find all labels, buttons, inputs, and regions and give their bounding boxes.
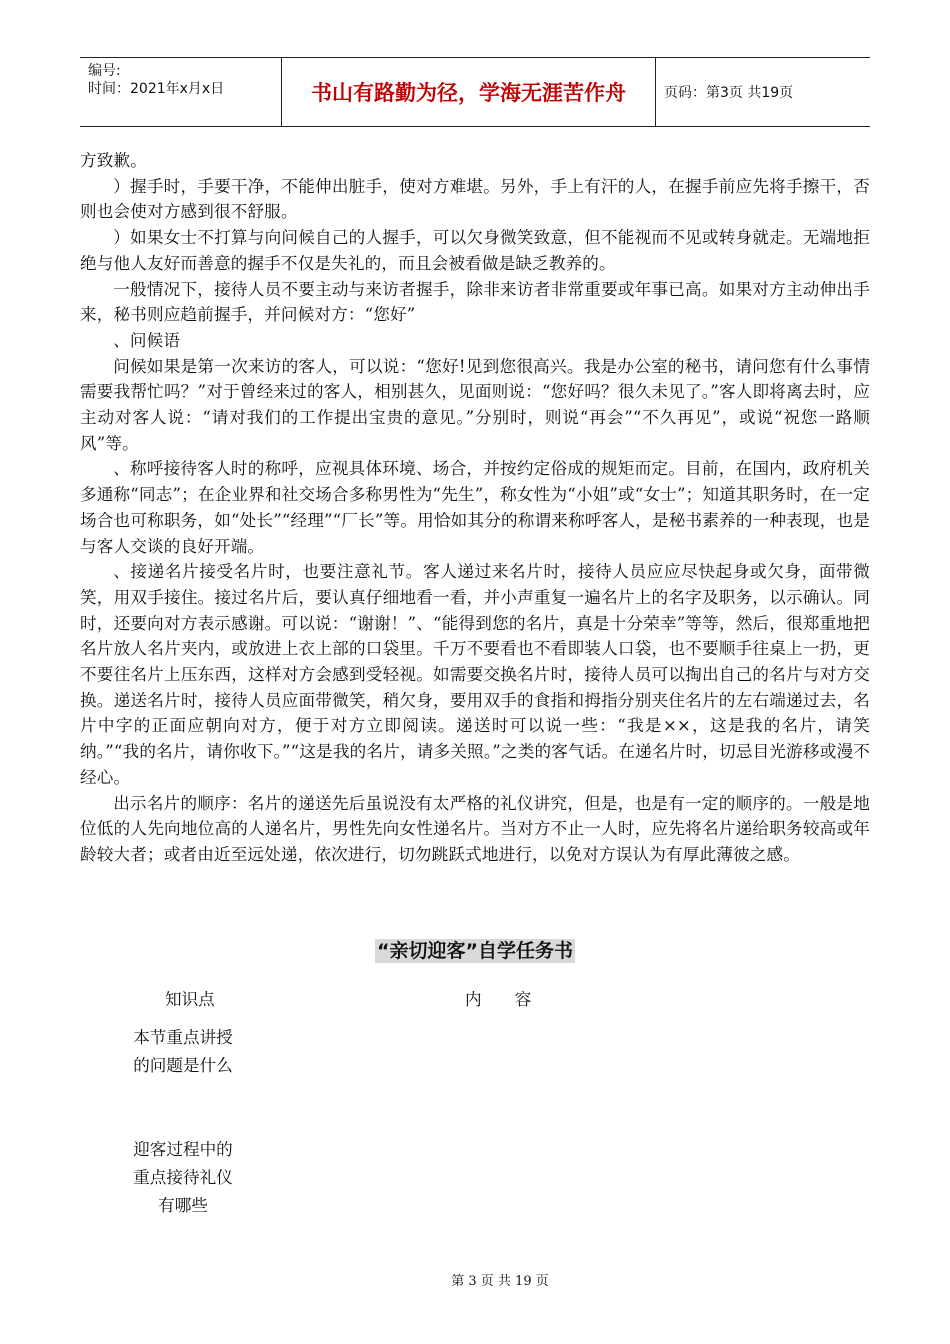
paragraph: 一般情况下，接待人员不要主动与来访者握手，除非来访者非常重要或年事已高。如果对方主动伸出手来，秘书则应趋前握手，并问候对方：“您好” xyxy=(80,279,870,325)
task-title xyxy=(0,936,950,963)
doc-number-label: 编号: xyxy=(88,63,121,79)
paragraph: ）握手时，手要干净，不能伸出脏手，使对方难堪。另外，手上有汗的人，在握手前应先将手擦干，否则也会使对方感到很不舒服。 xyxy=(80,176,870,222)
paragraph: 问候如果是第一次来访的客人，可以说：“您好!见到您很高兴。我是办公室的秘书，请问您有什么事情需要我帮忙吗？”对于曾经来过的客人，相别甚久，见面则说：“您好吗？很久未见了。”客人即将离去时，应主动对客人说：“请对我们的工作提出宝贵的意见。”分别时，则说“再会”“不久再见”，或说“祝您一路顺风”等。 xyxy=(80,356,870,453)
body-text xyxy=(80,148,870,868)
section-heading: 、问候语 xyxy=(113,330,181,350)
task-row-label: 迎客过程中的重点接待礼仪有哪些 xyxy=(133,1140,233,1215)
page-footer: 第 3 页 共 19 页 xyxy=(451,1274,549,1289)
column-header-knowledge: 知识点 xyxy=(165,990,215,1009)
header-meta xyxy=(80,58,282,126)
paragraph: 出示名片的顺序：名片的递送先后虽说没有太严格的礼仪讲究，但是，也是有一定的顺序的。一般是地位低的人先向地位高的人递名片，男性先向女性递名片。当对方不止一人时，应先将名片递给职务较高或年龄较大者；或者由近至远处递，依次进行，切勿跳跃式地进行，以免对方误认为有厚此薄彼之感。 xyxy=(80,793,870,864)
header-page-info: 页码：第3页 共19页 xyxy=(664,85,794,101)
doc-time-label: 时间：2021年x月x日 xyxy=(88,81,225,97)
paragraph: 、接递名片接受名片时，也要注意礼节。客人递过来名片时，接待人员应应尽快起身或欠身，面带微笑，用双手接住。接过名片后，要认真仔细地看一看，并小声重复一遍名片上的名字及职务，以示确认。同时，还要向对方表示感谢。可以说：“谢谢！”、“能得到您的名片，真是十分荣幸”等等，然后，很郑重地把名片放人名片夹内，或放进上衣上部的口袋里。千万不要看也不看即装人口袋，也不要顺手往桌上一扔，更不要往名片上压东西，这样对方会感到受轻视。如需要交换名片时，接待人员可以掏出自己的名片与对方交换。递送名片时，接待人员应面带微笑，稍欠身，要用双手的食指和拇指分别夹住名片的左右端递过去，名片中字的正面应朝向对方，便于对方立即阅读。递送时可以说一些：“我是××，这是我的名片，请笑纳。”“我的名片，请你收下。”“这是我的名片，请多关照。”之类的客气话。在递名片时，切忌目光游移或漫不经心。 xyxy=(80,562,870,787)
column-header-content: 内 容 xyxy=(465,990,532,1009)
task-row-label: 本节重点讲授的问题是什么 xyxy=(133,1028,233,1075)
paragraph: ）如果女士不打算与向问候自己的人握手，可以欠身微笑致意，但不能视而不见或转身就走。无端地拒绝与他人友好而善意的握手不仅是失礼的，而且会被看做是缺乏教养的。 xyxy=(80,228,870,273)
header-motto: 书山有路勤为径，学海无涯苦作舟 xyxy=(282,58,656,126)
paragraph: 、称呼接待客人时的称呼，应视具体环境、场合，并按约定俗成的规矩而定。目前，在国内，政府机关多通称“同志”；在企业界和社交场合多称男性为“先生”，称女性为“小姐”或“女士”；知道其职务时，在一定场合也可称职务，如“处长”“经理”“厂长”等。用恰如其分的称谓来称呼客人，是秘书素养的一种表现，也是与客人交谈的良好开端。 xyxy=(80,459,870,556)
task-title-text: “亲切迎客”自学任务书 xyxy=(377,940,573,962)
page-header xyxy=(80,57,870,127)
paragraph: 方致歉。 xyxy=(80,151,147,170)
